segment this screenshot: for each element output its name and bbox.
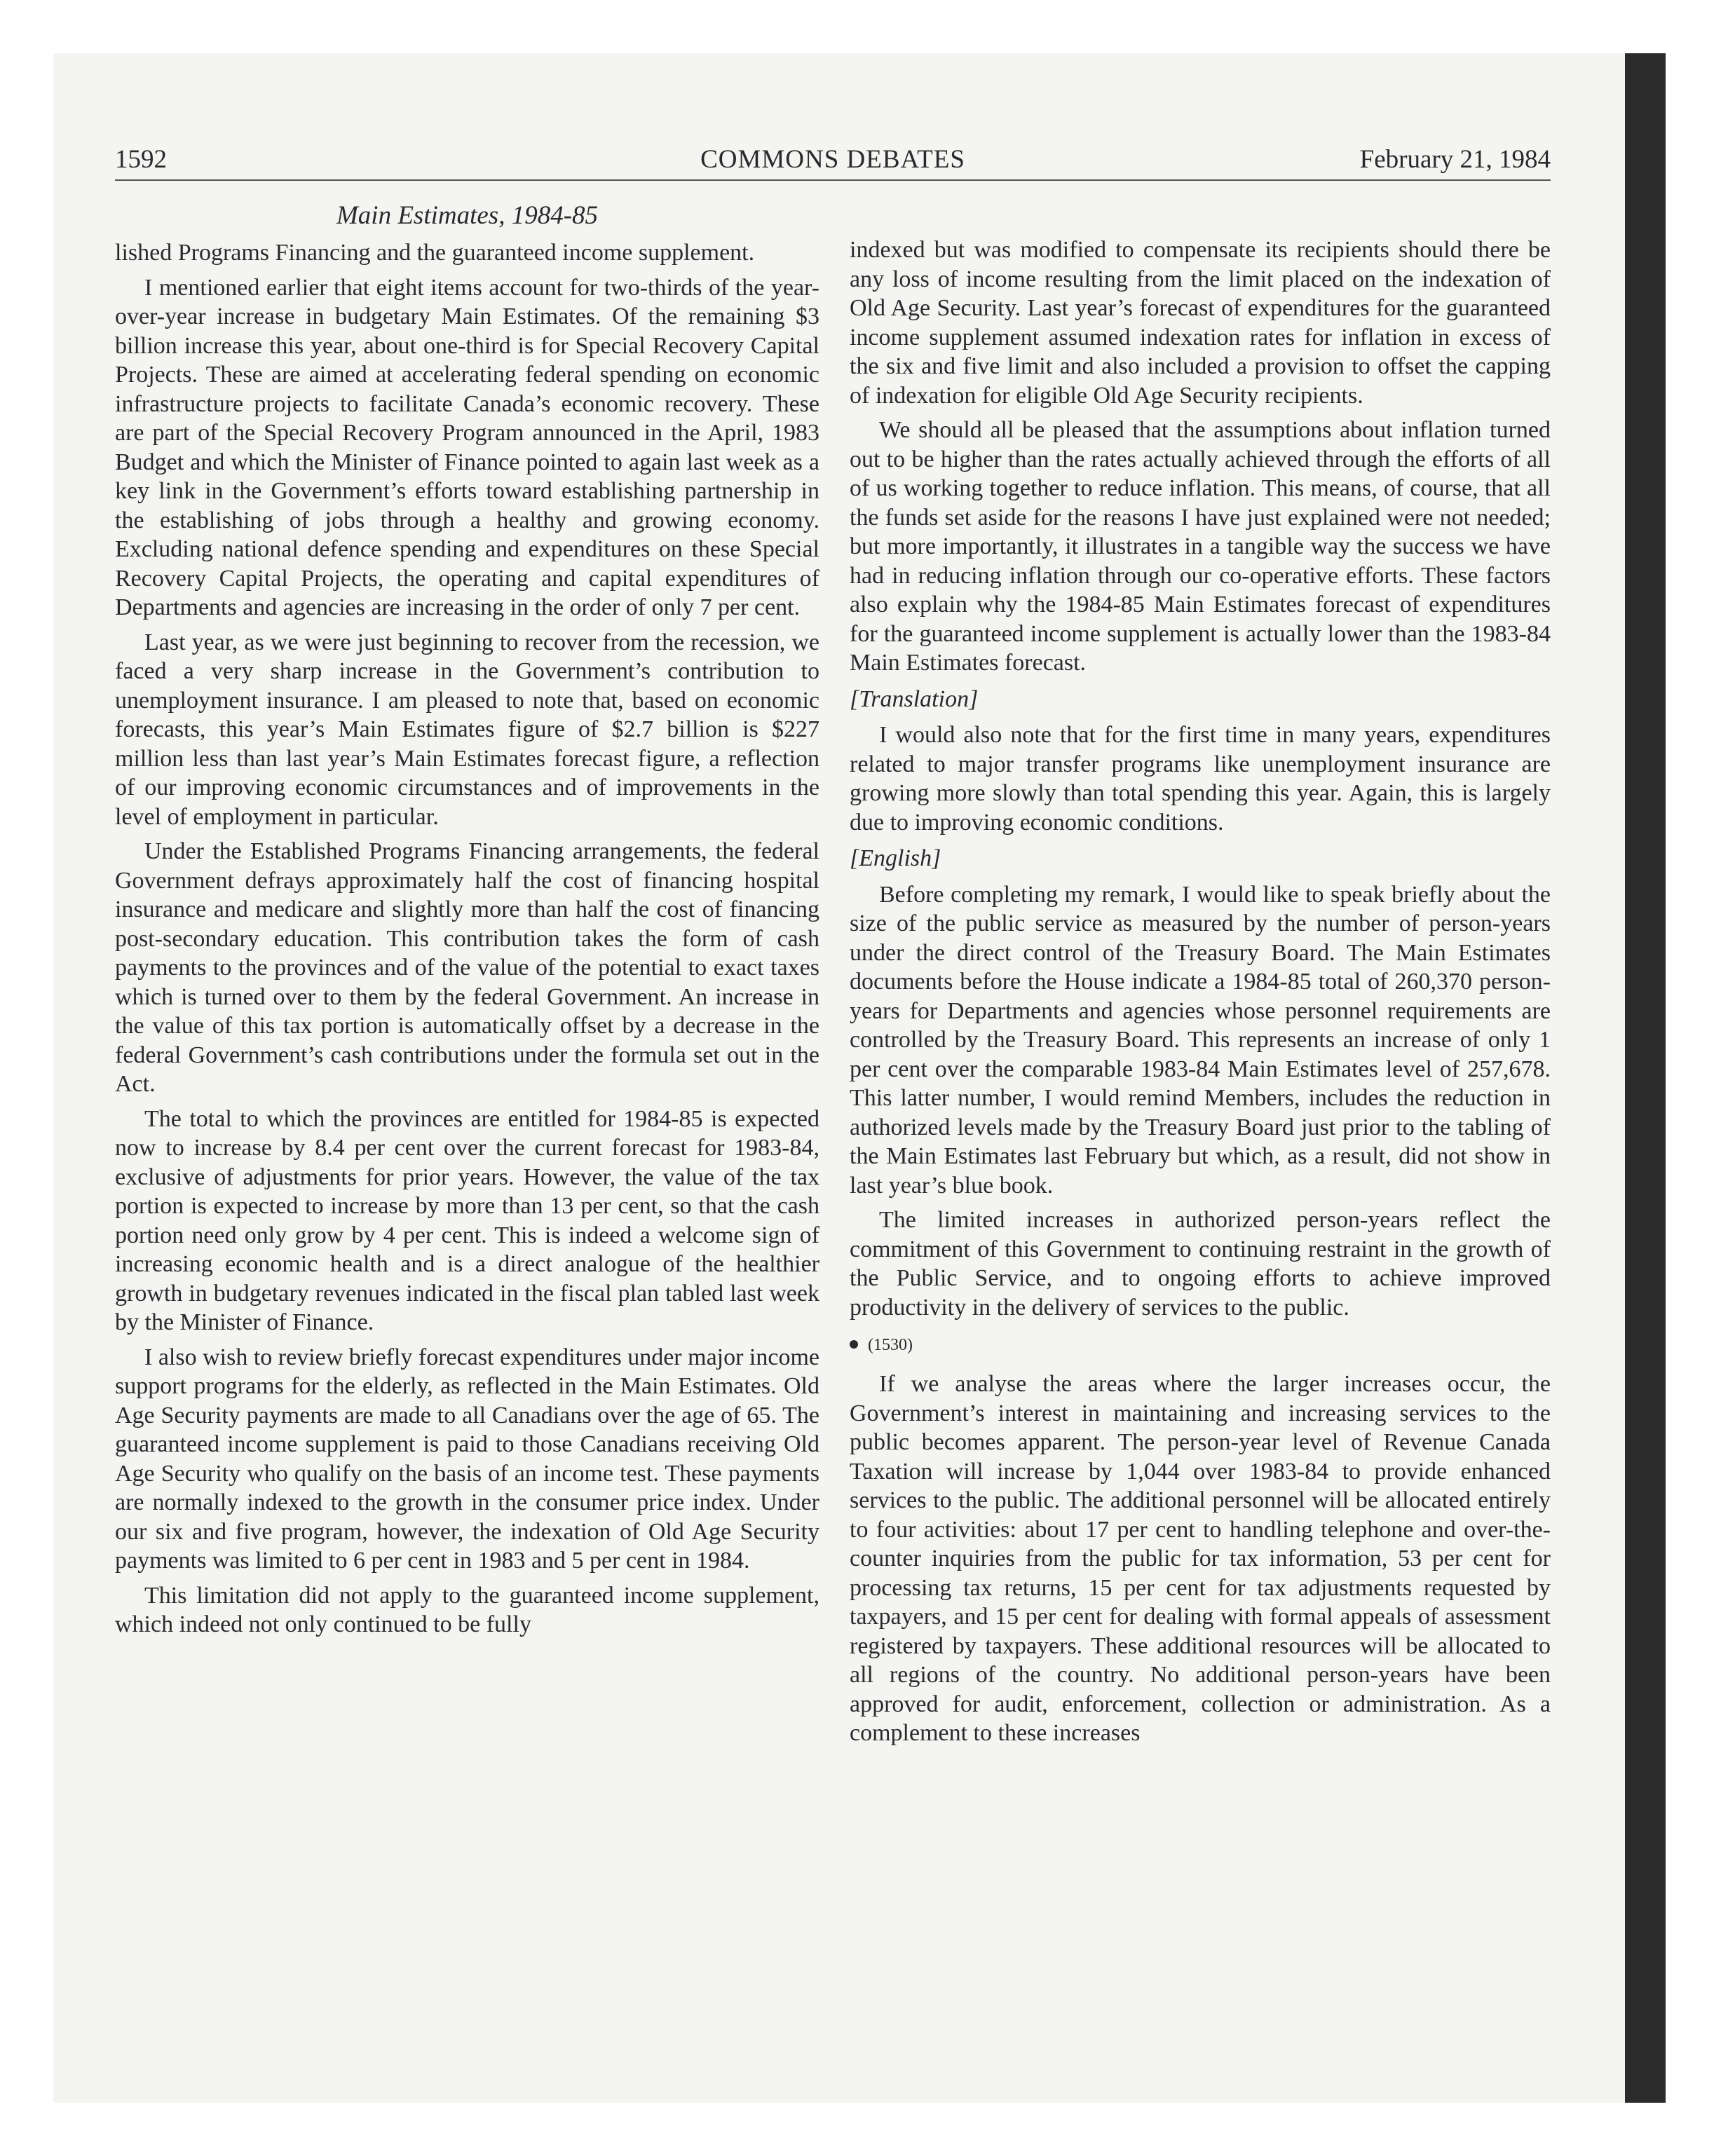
- paragraph: lished Programs Financing and the guaranteed income supplement.: [115, 240, 755, 266]
- scan-border: [1625, 53, 1666, 2103]
- language-tag: [English]: [850, 845, 941, 871]
- publication-title: COMMONS DEBATES: [700, 145, 965, 174]
- paragraph: I also wish to review briefly forecast expenditures under major income support programs for the elderly, as reflected in the Main Estimates. Old Age Security payments are made to all Canadians over the age of 65. The guaranteed income supplement is paid to those Canadians receiving Old Age Security who qualify on the basis of an income test. These payments are normally indexed to the growth in the consumer price index. Under our six and five program, however, the indexation of Old Age Security payments was limited to 6 per cent in 1983 and 5 per cent in 1984.: [115, 1344, 820, 1574]
- paragraph: I mentioned earlier that eight items account for two-thirds of the year-over-year increase in budgetary Main Estimates. Of the remaining $3 billion increase this year, about one-third is for Special Recovery Capital Projects. These are aimed at accelerating federal spending on economic infrastructure projects to facilitate Canada’s economic recovery. These are part of the Special Recovery Program announced in the April, 1983 Budget and which the Minister of Finance pointed to again last week as a key link in the Government’s efforts toward establishing partnership in the establishing of jobs through a healthy and growing economy. Excluding national defence spending and expenditures on these Special Recovery Capital Projects, the operating and capital expenditures of Departments and agencies are increasing in the order of only 7 per cent.: [115, 274, 819, 620]
- left-column: [115, 238, 819, 1645]
- bullet-icon: [850, 1340, 858, 1349]
- paragraph: indexed but was modified to compensate its recipients should there be any loss of income resulting from the limit placed on the indexation of Old Age Security. Last year’s forecast of expenditures for the guaranteed income supplement assumed indexation rates for inflation in excess of the six and five limit and also included a provision to offset the capping of indexation for eligible Old Age Security recipients.: [850, 237, 1551, 409]
- paragraph: If we analyse the areas where the larger increases occur, the Government’s interest in maintaining and increasing services to the public becomes apparent. The person-year level of Revenue Canada Taxation will increase by 1,044 over 1983-84 to provide enhanced services to the public. The additional personnel will be allocated entirely to four activities: about 17 per cent to handling telephone and over-the-counter inquiries from the public for tax information, 53 per cent for processing tax returns, 15 per cent for tax adjustments requested by taxpayers, and 15 per cent for dealing with formal appeals of assessment registered by taxpayers. These additional resources will be allocated to all regions of the country. No additional person-years have been approved for audit, enforcement, collection or administration. As a complement to these increases: [850, 1371, 1551, 1746]
- page-header: [115, 144, 1551, 181]
- paragraph: The limited increases in authorized person-years reflect the commitment of this Government to continuing restraint in the growth of the Public Service, and to ongoing efforts to achieve improved productivity in the delivery of services to the public.: [850, 1207, 1551, 1321]
- paragraph: This limitation did not apply to the guaranteed income supplement, which indeed not only continued to be fully: [115, 1582, 819, 1637]
- paragraph: The total to which the provinces are entitled for 1984-85 is expected now to increase by 8.4 per cent over the current forecast for 1983-84, exclusive of adjustments for prior years. However, the value of the tax portion is expected to increase by more than 13 per cent, so that the cash portion need only grow by 4 per cent. This is indeed a welcome sign of increasing economic health and is a direct analogue of the healthier growth in budgetary revenues indicated in the fiscal plan tabled last week by the Minister of Finance.: [115, 1105, 819, 1335]
- time-marker: [850, 1335, 1551, 1356]
- paragraph: Before completing my remark, I would like to speak briefly about the size of the public service as measured by the number of person-years under the direct control of the Treasury Board. The Main Estimates documents before the House indicate a 1984-85 total of 260,370 person-years for Departments and agencies whose personnel requirements are controlled by the Treasury Board. This represents an increase of only 1 per cent over the comparable 1983-84 Main Estimates level of 257,678. This latter number, I would remind Members, includes the reduction in authorized levels made by the Treasury Board just prior to the tabling of the Main Estimates last February but which, as a result, did not show in last year’s blue book.: [850, 881, 1551, 1199]
- page-number: 1592: [115, 145, 167, 174]
- paragraph: I would also note that for the first time in many years, expenditures related to major transfer programs like unemployment insurance are growing more slowly than total spending this year. Again, this is largely due to improving economic conditions.: [850, 722, 1551, 835]
- time-marker-text: (1530): [868, 1336, 913, 1354]
- section-heading: Main Estimates, 1984-85: [336, 201, 599, 230]
- paragraph: Under the Established Programs Financing arrangements, the federal Government defrays approximately half the cost of financing hospital insurance and medicare and slightly more than half the cost of financing post-secondary education. This contribution takes the form of cash payments to the provinces and of the value of the potential to exact taxes which is turned over to them by the federal Government. An increase in the value of this tax portion is automatically offset by a decrease in the federal Government’s cash contributions under the formula set out in the Act.: [115, 838, 819, 1097]
- right-column: [850, 236, 1551, 1754]
- paragraph: Last year, as we were just beginning to recover from the recession, we faced a very sharp increase in the Government’s contribution to unemployment insurance. I am pleased to note that, based on economic forecasts, this year’s Main Estimates figure of $2.7 billion is $227 million less than last year’s Main Estimates forecast figure, a reflection of our improving economic circumstances and of improvements in the level of employment in particular.: [115, 629, 819, 830]
- paragraph: We should all be pleased that the assumptions about inflation turned out to be higher than the rates actually achieved through the efforts of all of us working together to reduce inflation. This means, of course, that all the funds set aside for the reasons I have just explained were not needed; but more importantly, it illustrates in a tangible way the success we have had in reducing inflation through our co-operative efforts. These factors also explain why the 1984-85 Main Estimates forecast of expenditures for the guaranteed income supplement is actually lower than the 1983-84 Main Estimates forecast.: [850, 417, 1551, 676]
- language-tag: [Translation]: [850, 685, 979, 712]
- publication-date: February 21, 1984: [1359, 145, 1551, 174]
